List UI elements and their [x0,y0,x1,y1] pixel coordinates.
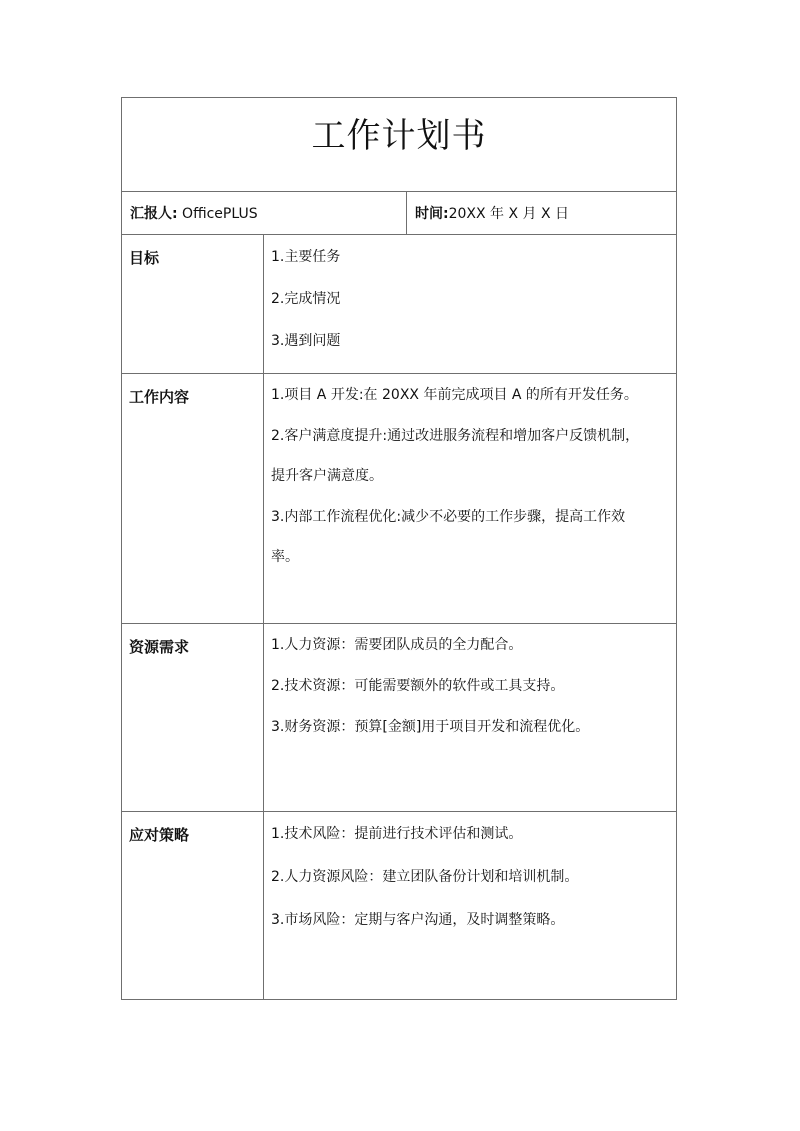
reporter-cell [122,192,407,235]
strategies-line-3: 3.市场风险：定期与客户沟通，及时调整策略。 [271,912,565,928]
work-line-5: 率。 [271,549,299,565]
date-value: 20XX 年 X 月 X 日 [448,206,570,222]
date-label: 时间: [415,206,449,222]
work-label: 工作内容 [122,374,264,624]
strategies-row [122,812,677,1000]
work-line-3: 提升客户满意度。 [271,468,383,484]
work-row [122,374,677,624]
date-cell [407,192,677,235]
resources-line-1: 1.人力资源：需要团队成员的全力配合。 [271,637,523,653]
strategies-content [264,812,677,1000]
goals-line-1: 1.主要任务 [271,249,341,265]
resources-line-3: 3.财务资源：预算[金额]用于项目开发和流程优化。 [271,719,590,735]
goals-line-2: 2.完成情况 [271,291,341,307]
title-row [122,98,677,192]
resources-label: 资源需求 [122,624,264,812]
resources-content [264,624,677,812]
strategies-line-2: 2.人力资源风险：建立团队备份计划和培训机制。 [271,869,579,885]
goals-row [122,235,677,374]
strategies-label: 应对策略 [122,812,264,1000]
work-line-2: 2.客户满意度提升:通过改进服务流程和增加客户反馈机制， [271,427,640,444]
reporter-value: OfficePLUS [177,206,258,222]
work-plan-table [121,97,677,1000]
goals-line-3: 3.遇到问题 [271,333,341,349]
goals-label: 目标 [122,235,264,374]
resources-line-2: 2.技术资源：可能需要额外的软件或工具支持。 [271,678,565,694]
meta-row [122,192,677,235]
work-line-1: 1.项目 A 开发:在 20XX 年前完成项目 A 的所有开发任务。 [271,387,638,403]
strategies-line-1: 1.技术风险：提前进行技术评估和测试。 [271,826,523,842]
page-title: 工作计划书 [311,116,487,156]
work-content [264,374,677,624]
reporter-label: 汇报人: [130,206,178,222]
goals-content [264,235,677,374]
resources-row [122,624,677,812]
title-cell [122,98,677,192]
work-line-4: 3.内部工作流程优化:减少不必要的工作步骤，提高工作效 [271,508,626,525]
